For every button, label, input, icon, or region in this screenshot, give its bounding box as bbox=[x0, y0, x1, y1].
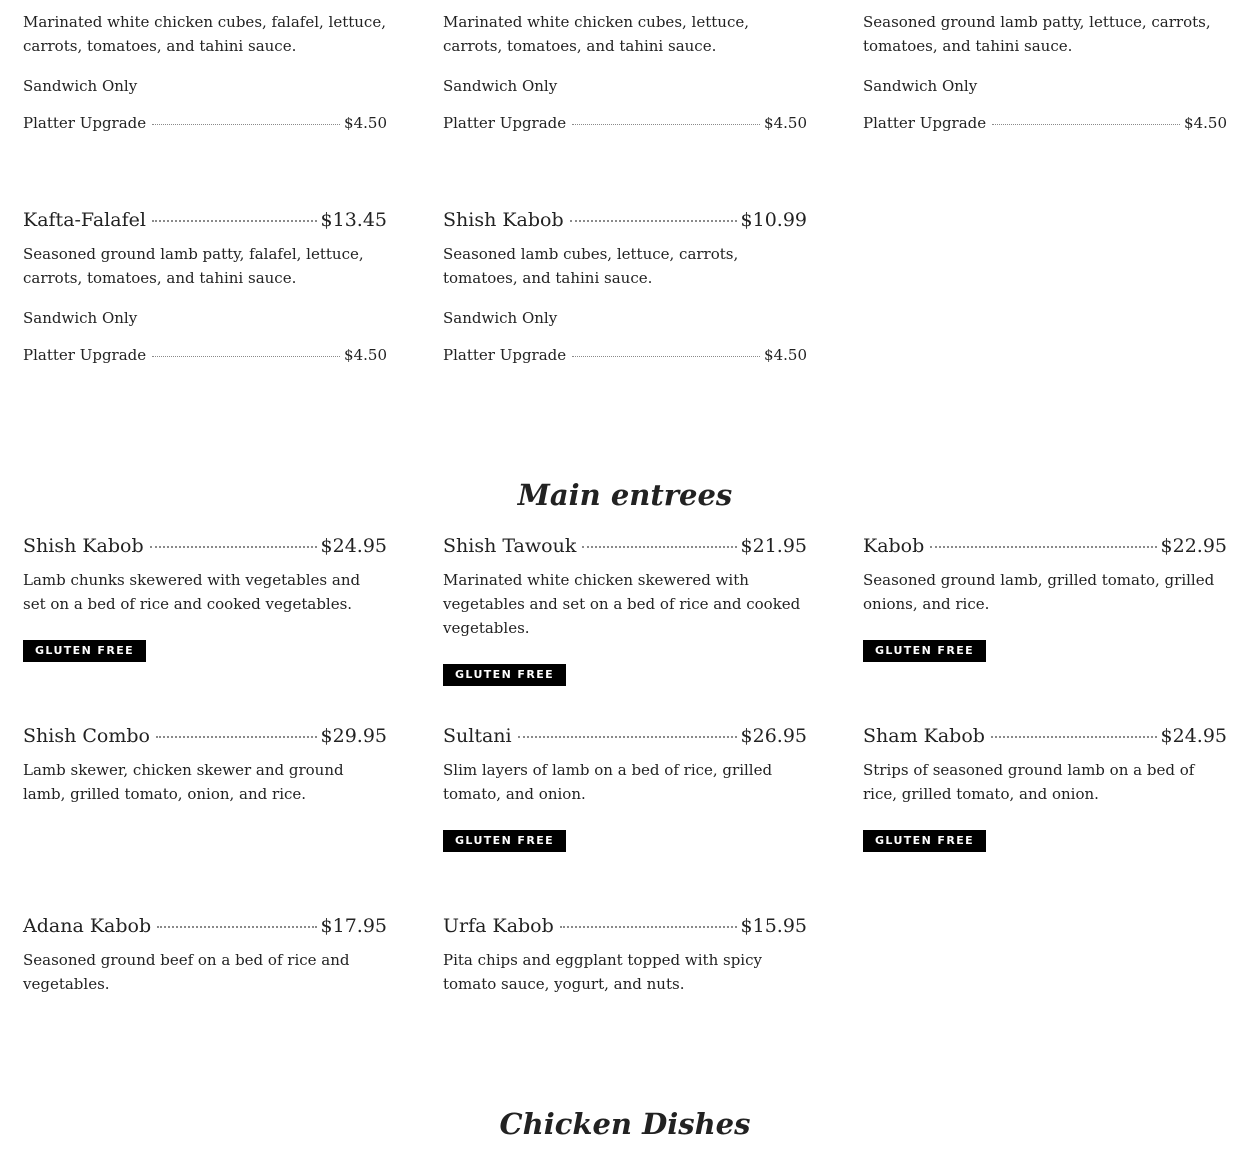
menu-item-kabob bbox=[863, 532, 1227, 662]
gluten-free-badge: GLUTEN FREE bbox=[863, 830, 986, 852]
section-title-main-entrees: Main entrees bbox=[517, 478, 733, 512]
item-description: Pita chips and eggplant topped with spicy tomato sauce, yogurt, and nuts. bbox=[443, 951, 762, 993]
platter-upgrade-label: Platter Upgrade bbox=[863, 114, 987, 132]
sandwich-only-label: Sandwich Only bbox=[443, 77, 558, 95]
item-name: Kabob bbox=[863, 535, 925, 557]
platter-upgrade-row bbox=[443, 112, 807, 134]
item-header bbox=[23, 206, 387, 234]
item-price: $21.95 bbox=[740, 535, 807, 557]
gluten-free-badge: GLUTEN FREE bbox=[23, 640, 146, 662]
item-header bbox=[443, 532, 807, 560]
sandwich-only-label: Sandwich Only bbox=[863, 77, 978, 95]
gluten-free-badge: GLUTEN FREE bbox=[443, 830, 566, 852]
item-price: $29.95 bbox=[320, 725, 387, 747]
platter-upgrade-price: $4.50 bbox=[344, 346, 387, 364]
item-price: $17.95 bbox=[320, 915, 387, 937]
menu-item-shish-kabob-sandwich bbox=[443, 206, 807, 366]
item-name: Kafta-Falafel bbox=[23, 209, 146, 231]
platter-upgrade-row bbox=[443, 344, 807, 366]
platter-upgrade-price: $4.50 bbox=[344, 114, 387, 132]
leader-dots bbox=[152, 220, 317, 222]
item-name: Shish Tawouk bbox=[443, 535, 577, 557]
platter-upgrade-row bbox=[23, 344, 387, 366]
leader-dots bbox=[560, 926, 737, 928]
item-name: Adana Kabob bbox=[23, 915, 152, 937]
platter-upgrade-label: Platter Upgrade bbox=[443, 114, 567, 132]
platter-upgrade-row bbox=[23, 112, 387, 134]
item-description: Lamb skewer, chicken skewer and ground lamb, grilled tomato, onion, and rice. bbox=[23, 761, 344, 803]
item-description: Slim layers of lamb on a bed of rice, grilled tomato, and onion. bbox=[443, 761, 773, 803]
menu-item-kafta-falafel bbox=[23, 206, 387, 366]
menu-item bbox=[23, 10, 387, 134]
menu-item-shish-kabob bbox=[23, 532, 387, 662]
menu-item-urfa-kabob bbox=[443, 912, 807, 996]
item-header bbox=[443, 912, 807, 940]
item-price: $15.95 bbox=[740, 915, 807, 937]
item-header bbox=[443, 206, 807, 234]
item-description: Seasoned lamb cubes, lettuce, carrots, tomatoes, and tahini sauce. bbox=[443, 245, 739, 287]
item-description: Seasoned ground beef on a bed of rice and vegetables. bbox=[23, 951, 350, 993]
item-description: Seasoned ground lamb, grilled tomato, grilled onions, and rice. bbox=[863, 571, 1215, 613]
leader-dots bbox=[930, 546, 1156, 548]
sandwich-only-label: Sandwich Only bbox=[443, 309, 558, 327]
sandwich-only-label: Sandwich Only bbox=[23, 77, 138, 95]
item-description: Seasoned ground lamb patty, lettuce, carrots, tomatoes, and tahini sauce. bbox=[863, 13, 1211, 55]
leader-dots bbox=[572, 124, 760, 125]
leader-dots bbox=[156, 736, 317, 738]
item-price: $26.95 bbox=[740, 725, 807, 747]
menu-item-sultani bbox=[443, 722, 807, 852]
item-name: Sultani bbox=[443, 725, 512, 747]
item-header bbox=[443, 722, 807, 750]
leader-dots bbox=[582, 546, 736, 548]
leader-dots bbox=[518, 736, 737, 738]
sandwich-only-label: Sandwich Only bbox=[23, 309, 138, 327]
menu-item-shish-tawouk bbox=[443, 532, 807, 686]
leader-dots bbox=[572, 356, 760, 357]
item-header bbox=[23, 532, 387, 560]
item-name: Urfa Kabob bbox=[443, 915, 554, 937]
item-description: Marinated white chicken skewered with vegetables and set on a bed of rice and cooked vegetables. bbox=[443, 571, 801, 637]
leader-dots bbox=[570, 220, 737, 222]
item-description: Marinated white chicken cubes, falafel, lettuce, carrots, tomatoes, and tahini sauce. bbox=[23, 13, 386, 55]
item-description: Seasoned ground lamb patty, falafel, lettuce, carrots, tomatoes, and tahini sauce. bbox=[23, 245, 364, 287]
platter-upgrade-label: Platter Upgrade bbox=[23, 346, 147, 364]
leader-dots bbox=[150, 546, 317, 548]
item-header bbox=[23, 722, 387, 750]
leader-dots bbox=[991, 736, 1157, 738]
item-price: $22.95 bbox=[1160, 535, 1227, 557]
item-header bbox=[863, 532, 1227, 560]
section-title-chicken-dishes: Chicken Dishes bbox=[499, 1107, 751, 1141]
platter-upgrade-price: $4.50 bbox=[764, 346, 807, 364]
item-name: Shish Combo bbox=[23, 725, 150, 747]
menu-item-adana-kabob bbox=[23, 912, 387, 996]
item-header bbox=[23, 912, 387, 940]
menu-item-sham-kabob bbox=[863, 722, 1227, 852]
item-price: $24.95 bbox=[1160, 725, 1227, 747]
platter-upgrade-price: $4.50 bbox=[764, 114, 807, 132]
leader-dots bbox=[157, 926, 316, 928]
item-name: Sham Kabob bbox=[863, 725, 985, 747]
menu-item bbox=[443, 10, 807, 134]
platter-upgrade-row bbox=[863, 112, 1227, 134]
item-name: Shish Kabob bbox=[443, 209, 564, 231]
menu-item bbox=[863, 10, 1227, 134]
platter-upgrade-label: Platter Upgrade bbox=[23, 114, 147, 132]
item-price: $13.45 bbox=[320, 209, 387, 231]
platter-upgrade-label: Platter Upgrade bbox=[443, 346, 567, 364]
leader-dots bbox=[152, 356, 340, 357]
menu-item-shish-combo bbox=[23, 722, 387, 806]
gluten-free-badge: GLUTEN FREE bbox=[443, 664, 566, 686]
item-price: $10.99 bbox=[740, 209, 807, 231]
leader-dots bbox=[992, 124, 1180, 125]
leader-dots bbox=[152, 124, 340, 125]
item-description: Strips of seasoned ground lamb on a bed of rice, grilled tomato, and onion. bbox=[863, 761, 1195, 803]
item-description: Lamb chunks skewered with vegetables and set on a bed of rice and cooked vegetables. bbox=[23, 571, 361, 613]
item-header bbox=[863, 722, 1227, 750]
gluten-free-badge: GLUTEN FREE bbox=[863, 640, 986, 662]
item-price: $24.95 bbox=[320, 535, 387, 557]
item-name: Shish Kabob bbox=[23, 535, 144, 557]
item-description: Marinated white chicken cubes, lettuce, carrots, tomatoes, and tahini sauce. bbox=[443, 13, 749, 55]
platter-upgrade-price: $4.50 bbox=[1184, 114, 1227, 132]
